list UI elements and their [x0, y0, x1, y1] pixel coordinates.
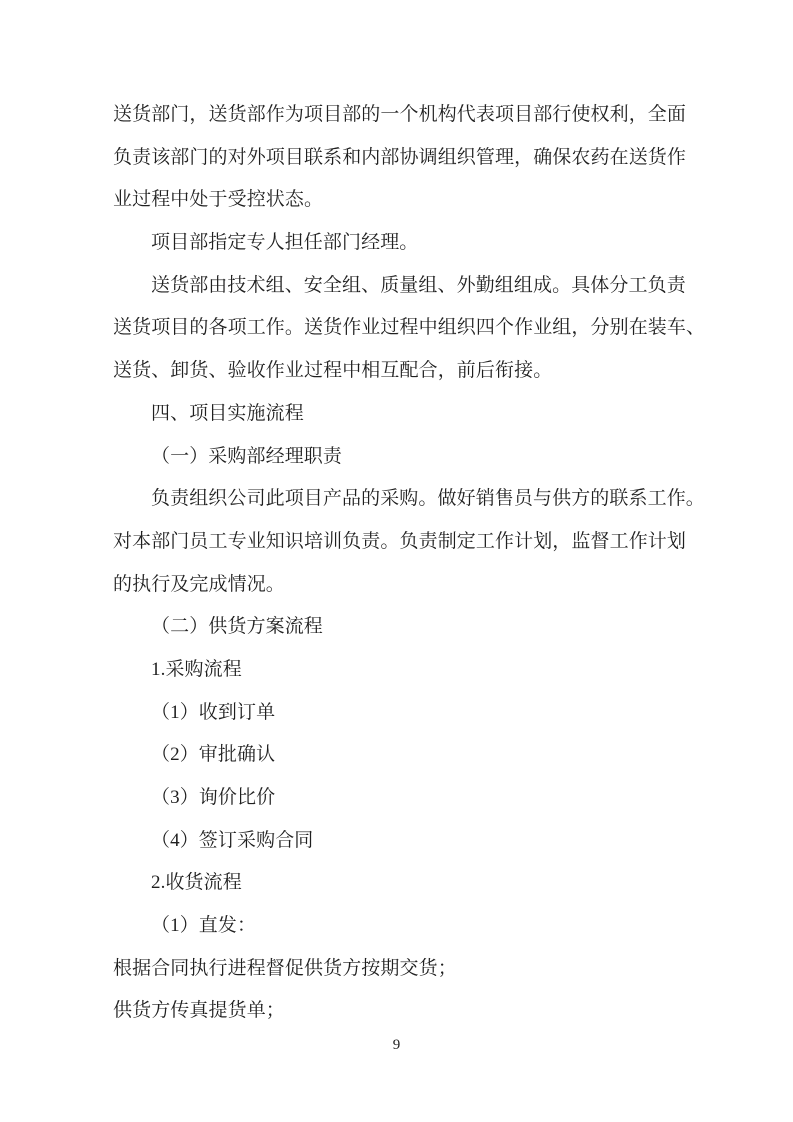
paragraph-line: 送货、卸货、验收作业过程中相互配合，前后衔接。	[113, 360, 553, 382]
paragraph-line: 负责该部门的对外项目联系和内部协调组织管理，确保农药在送货作	[113, 146, 687, 168]
paragraph-line: 根据合同执行进程督促供货方按期交货；	[113, 957, 457, 979]
paragraph-line: 四、项目实施流程	[151, 402, 304, 424]
paragraph-line: 供货方传真提货单；	[113, 1000, 285, 1022]
paragraph-line: 项目部指定专人担任部门经理。	[151, 232, 419, 254]
paragraph-line: 送货项目的各项工作。送货作业过程中组织四个作业组，分别在装车、	[113, 317, 706, 339]
paragraph-line: 对本部门员工专业知识培训负责。负责制定工作计划，监督工作计划	[113, 530, 687, 552]
paragraph-line: 送货部由技术组、安全组、质量组、外勤组组成。具体分工负责	[151, 274, 686, 296]
paragraph-line: 送货部门，送货部作为项目部的一个机构代表项目部行使权利，全面	[113, 104, 687, 125]
paragraph-line: 负责组织公司此项目产品的采购。做好销售员与供方的联系工作。	[151, 488, 705, 510]
paragraph-line: （1）直发：	[151, 915, 257, 937]
paragraph-line: 2.收货流程	[151, 872, 242, 894]
paragraph-line: （一）采购部经理职责	[151, 445, 343, 467]
paragraph-line: 1.采购流程	[151, 658, 242, 680]
document-body	[113, 94, 706, 1033]
paragraph-line: （2）审批确认	[151, 744, 276, 766]
paragraph-line: 业过程中处于受控状态。	[113, 189, 324, 211]
paragraph-line: （3）询价比价	[151, 787, 276, 808]
paragraph-line: （二）供货方案流程	[151, 616, 323, 638]
paragraph-line: （4）签订采购合同	[151, 829, 314, 851]
page-number: 9	[392, 1037, 401, 1053]
paragraph-line: （1）收到订单	[151, 701, 276, 723]
paragraph-line: 的执行及完成情况。	[113, 573, 285, 595]
